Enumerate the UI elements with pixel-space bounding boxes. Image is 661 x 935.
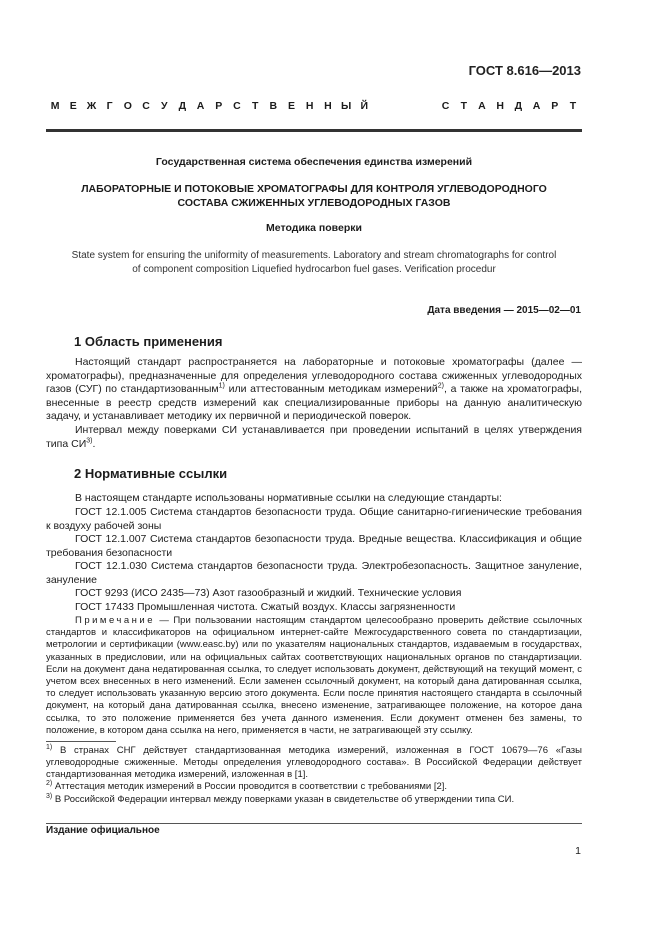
banner-letter: М [50,100,60,112]
header-rule [46,129,582,132]
banner-letter: Ы [340,100,352,112]
banner-letter: Д [178,100,187,112]
section-1-paragraph-2: Интервал между поверками СИ устанавливается при проведении испытаний в целях утверждения типа СИ$^{3)}$. [46,424,582,450]
main-title [46,182,582,210]
english-title-line-1: State system for ensuring the uniformity of measurements. Laboratory and stream chromatographs for control [71,250,557,261]
banner-letter: Е [69,100,77,112]
reference-item: ГОСТ 17433 Промышленная чистота. Сжатый воздух. Классы загрязненности [75,600,456,613]
edition-label: Издание официальное [46,825,160,836]
banner-letter: А [532,100,541,112]
system-title: Государственная система обеспечения единства измерений [155,156,473,168]
main-title-line-2: СОСТАВА СЖИЖЕННЫХ УГЛЕВОДОРОДНЫХ ГАЗОВ [177,197,451,209]
banner-letter: А [196,100,205,112]
banner-letter: Г [106,100,113,112]
banner-letter: С [142,100,150,112]
standard-banner [46,100,582,112]
footer-rule [46,823,582,824]
banner-letter: Т [251,100,259,112]
banner-letter: Н [496,100,504,112]
section-1-heading: 1 Область применения [74,334,223,349]
banner-letter: Н [305,100,314,112]
banner-letter: Й [360,100,369,112]
english-title [46,249,582,276]
method-subtitle: Методика поверки [266,222,362,234]
note-paragraph: Примечание — При пользовании настоящим стандартом целесообразно проверить действие ссылочных стандартов и классификаторов на официальном интернет-сайте Межгосударственного совета по стандартизации, метрологии и сертификации (www.easc.by) или по указателям национальных стандартов, издаваемым в государствах, указанных в предисловии, или на официальных сайтах соответствующих национальных органов по стандартизации. Если на документ дана недатированная ссылка, то следует использовать документ, действующий на текущий момент, с учетом всех внесенных в него изменений. Если заменен ссылочный документ, на который дана датированная ссылка, то следует использовать указанную версию этого документа. Если после принятия настоящего стандарта в ссылочный документ, на который дана датированная ссылка, внесено изменение, затрагивающее положение, на которое дана ссылка, то это положение применяется без учета данного изменения. Если документ отменен без замены, то положение, в котором дана ссылка на него, применяется в части, не затрагивающей эту ссылку. [46,615,582,736]
banner-letter: С [233,100,241,112]
note-label: Примечание [75,615,155,626]
reference-item: ГОСТ 9293 (ИСО 2435—73) Азот газообразный и жидкий. Технические условия [75,587,462,599]
banner-letter: Ж [86,100,97,112]
page-number: 1 [575,845,581,857]
reference-item: ГОСТ 12.1.005 Система стандартов безопасности труда. Общие санитарно-гигиенические требования к воздуху рабочей зоны [46,506,582,532]
banner-letter: Т [569,100,577,112]
section-2-intro: В настоящем стандарте использованы нормативные ссылки на следующие стандарты: [75,492,502,504]
footnote-separator [46,741,116,742]
banner-letter: У [160,100,168,112]
banner-letter: А [478,100,486,112]
banner-letter: Р [551,100,559,112]
banner-letter: Р [215,100,223,112]
banner-letter: С [441,100,450,112]
banner-word-interstate [46,100,373,112]
reference-list [46,506,582,614]
banner-letter: Е [288,100,296,112]
section-2-heading: 2 Нормативные ссылки [74,466,228,481]
banner-letter: О [123,100,132,112]
main-title-line-1: ЛАБОРАТОРНЫЕ И ПОТОКОВЫЕ ХРОМАТОГРАФЫ ДЛЯ КОНТРОЛЯ УГЛЕВОДОРОДНОГО [81,183,547,195]
introduction-date: Дата введения — 2015—02—01 [427,305,581,316]
reference-item: ГОСТ 12.1.030 Система стандартов безопасности труда. Электробезопасность. Защитное зануление, зануление [46,560,582,586]
document-number: ГОСТ 8.616—2013 [468,63,581,78]
banner-letter: В [269,100,278,112]
section-1-paragraph-1: Настоящий стандарт распространяется на лабораторные и потоковые хроматографы (далее — хроматографы), предназначенные для определения углеводородного состава сжиженных углеводородных газов (СУГ) по стандартизованным$^{1)}$ или аттестованным методикам измерений$^{2)}$, а также на хроматографы, внесенные в реестр средств измерений как специализированные приборы на данную аналитическую задачу, и устанавливает методику их первичной и периодической поверок. [46,356,583,422]
banner-letter: Т [460,100,467,112]
footnote-3: $^{3)}$ В Российской Федерации интервал между поверками указан в свидетельстве об утверждении типа СИ. [46,792,515,805]
banner-letter: Н [324,100,332,112]
english-title-line-2: of component composition Liquefied hydrocarbon fuel gases. Verification procedur [132,263,496,275]
footnote-1: $^{1)}$ В странах СНГ действует стандартизованная методика измерений, изложенная в ГОСТ 10679—76 «Газы углеводородные сжиженные. Методы определения углеводородного состава». В Российской Федерации действует стандартизованная методика измерений, изложенная в [1]. [46,743,582,780]
footnote-2: $^{2)}$ Аттестация методик измерений в России проводится в соответствии с требованиями [2]. [46,779,448,792]
reference-item: ГОСТ 12.1.007 Система стандартов безопасности труда. Вредные вещества. Классификация и общие требования безопасности [46,533,582,559]
banner-letter: Д [514,100,523,112]
banner-word-standard [437,100,583,112]
